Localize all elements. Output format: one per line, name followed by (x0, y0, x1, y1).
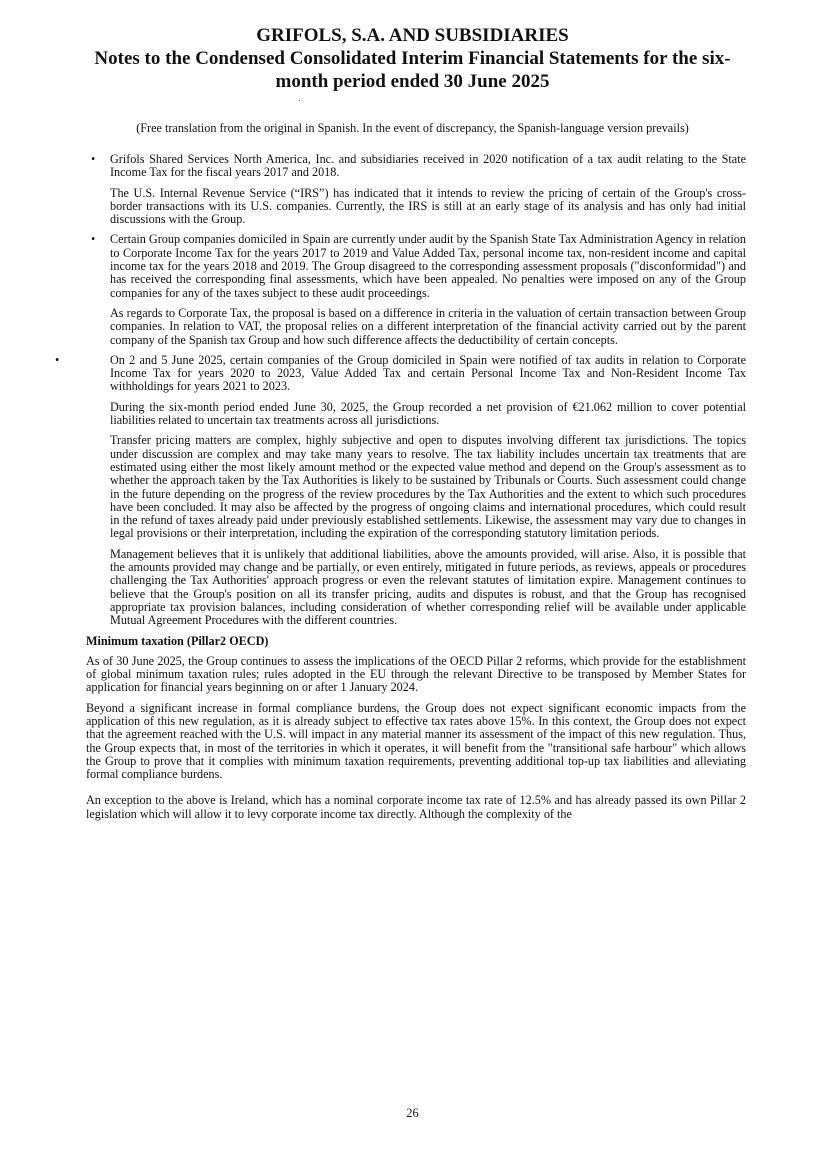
paragraph-irs: The U.S. Internal Revenue Service (“IRS”) has indicated that it intends to review the pricing of certain of the Group's cross-border transactions with its U.S. companies. Currently, the IRS is still at an early stage of its analysis and has only had initial discussions with the Group. (110, 185, 746, 227)
company-title: GRIFOLS, S.A. AND SUBSIDIARIES (256, 25, 569, 46)
report-subtitle: Notes to the Condensed Consolidated Interim Financial Statements for the six-month period ended 30 June 2025 (94, 48, 731, 92)
bullet-marker: • (91, 232, 96, 247)
bullet-item-june-2025 (55, 352, 746, 394)
paragraph-pillar2-impact: Beyond a significant increase in formal compliance burdens, the Group does not expect significant economic impacts from the application of this new regulation, as it is already subject to effective tax rates above 15%. In this context, the Group does not expect that the agreement reached with the U.S. will impact in any material manner its assessment of the impact of this new regulation. Thus, the Group expects that, in most of the territories in which it operates, it will benefit from the "transitional safe harbour" which allows the Group to prove that it complies with minimum taxation requirements, preventing additional top-up tax liabilities and alleviating formal compliance burdens. (86, 700, 746, 782)
paragraph-june-2025: On 2 and 5 June 2025, certain companies of the Group domiciled in Spain were notified of tax audits in relation to Corporate Income Tax for years 2020 to 2023, Value Added Tax and certain Personal Income Tax and Non-Resident Income Tax withholdings for years 2021 to 2023. (110, 352, 746, 394)
translation-note: (Free translation from the original in Spanish. In the event of discrepancy, the Spanish-language version prevails) (136, 121, 689, 135)
paragraph-provision: During the six-month period ended June 30, 2025, the Group recorded a net provision of €21.062 million to cover potential liabilities related to uncertain tax treatments across all jurisdictions. (110, 399, 746, 428)
bullet-item-spain-audit (91, 232, 746, 300)
paragraph-spain-audit: Certain Group companies domiciled in Spain are currently under audit by the Spanish State Tax Administration Agency in relation to Corporate Income Tax for the years 2017 to 2019 and Value Added Tax, personal income tax, non-resident income and capital income tax for the years 2018 and 2019. The Group disagreed to the corresponding assessment proposals ("disconformidad") and has received the corresponding final assessments, which have been appealed. No penalties were imposed on any of the Group companies for any of the taxes subject to these audit proceedings. (110, 232, 746, 300)
paragraph-pillar2-ireland: An exception to the above is Ireland, which has a nominal corporate income tax rate of 12.5% and has already passed its own Pillar 2 legislation which will allow it to levy corporate income tax directly. Although the complexity of the (86, 793, 746, 821)
paragraph-pillar2-assessment: As of 30 June 2025, the Group continues to assess the implications of the OECD Pillar 2 reforms, which provide for the establishment of global minimum taxation rules; rules adopted in the EU through the relevant Directive to be transposed by Member States for application for financial years beginning on or after 1 January 2024. (86, 653, 746, 695)
paragraph-gssna: Grifols Shared Services North America, Inc. and subsidiaries received in 2020 notification of a tax audit relating to the State Income Tax for the fiscal years 2017 and 2018. (110, 152, 746, 180)
bullet-marker: • (55, 352, 60, 367)
section-heading-pillar2: Minimum taxation (Pillar2 OECD) (86, 633, 269, 648)
paragraph-transfer-pricing: Transfer pricing matters are complex, highly subjective and open to disputes involving different tax jurisdictions. The topics under discussion are complex and may take many years to resolve. The tax liability includes uncertain tax treatments that are estimated using either the most likely amount method or the expected value method and depend on the Group's assessment as to whether the approach taken by the Tax Authorities is likely to be sustained by Tribunals or Courts. Such assessment could change in the future depending on the progress of the review procedures by the Tax Authorities and the extent to which such procedures have been concluded. It may also be affected by the progress of ongoing claims and international procedures, which could result in the refund of taxes already paid under previously established settlements. Likewise, the assessment may vary due to changes in legal provisions or their interpretation, including the expiration of the corresponding statutory limitation periods. (110, 433, 746, 541)
page-header (0, 24, 825, 93)
paragraph-management: Management believes that it is unlikely that additional liabilities, above the amounts provided, will arise. Also, it is possible that the amounts provided may change and be partially, or even entirely, mitigated in future periods, as reviews, appeals or procedures challenging the Tax Authorities' approach progress or even the relevant statutes of limitation expire. Management continues to believe that the Group's position on all its transfer pricing, audits and disputes is robust, and that the Group has recognised appropriate tax provision balances, including consideration of whether corresponding relief will be available under applicable Mutual Agreement Procedures with the different countries. (110, 546, 746, 628)
paragraph-corporate-tax: As regards to Corporate Tax, the proposal is based on a difference in criteria in the valuation of certain transaction between Group companies. In relation to VAT, the proposal relies on a different interpretation of the financial activity carried out by the parent company of the Spanish tax Group and how such difference affects the deductibility of certain concepts. (110, 305, 746, 347)
bullet-marker: • (91, 152, 96, 166)
bullet-item-gssna (91, 152, 746, 180)
page-number: 26 (406, 1106, 419, 1120)
header-dot-mark (299, 100, 300, 101)
document-body (55, 152, 746, 828)
